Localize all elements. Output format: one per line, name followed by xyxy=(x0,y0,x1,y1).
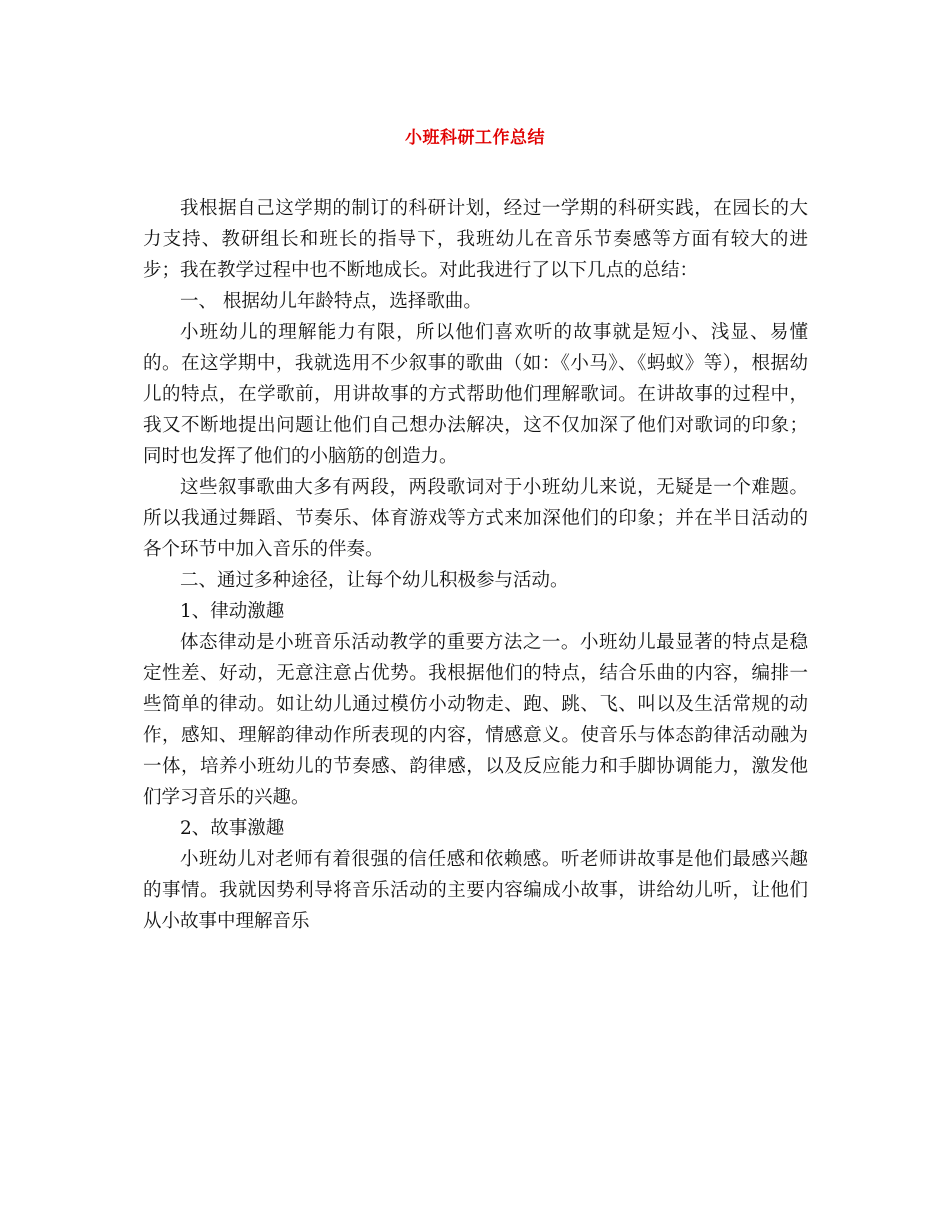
paragraph-story: 小班幼儿对老师有着很强的信任感和依赖感。听老师讲故事是他们最感兴趣的事情。我就因势利导将音乐活动的主要内容编成小故事，讲给幼儿听，让他们从小故事中理解音乐 xyxy=(143,849,808,932)
subheading-rhythm: 1、律动激趣 xyxy=(180,601,285,622)
paragraph-section-1-b: 这些叙事歌曲大多有两段，两段歌词对于小班幼儿来说，无疑是一个难题。所以我通过舞蹈、节奏乐、体育游戏等方式来加深他们的印象；并在半日活动的各个环节中加入音乐的伴奏。 xyxy=(143,477,808,560)
document-title: 小班科研工作总结 xyxy=(405,128,545,148)
subheading-story: 2、故事激趣 xyxy=(180,818,285,839)
section-heading-1: 一、 根据幼儿年龄特点，选择歌曲。 xyxy=(180,291,482,312)
paragraph-intro: 我根据自己这学期的制订的科研计划，经过一学期的科研实践，在园长的大力支持、教研组长和班长的指导下，我班幼儿在音乐节奏感等方面有较大的进步；我在教学过程中也不断地成长。对此我进行了以下几点的总结： xyxy=(143,198,808,281)
paragraph-section-1-a: 小班幼儿的理解能力有限，所以他们喜欢听的故事就是短小、浅显、易懂的。在这学期中，我就选用不少叙事的歌曲（如：《小马》、《蚂蚁》等），根据幼儿的特点，在学歌前，用讲故事的方式帮助他们理解歌词。在讲故事的过程中，我又不断地提出问题让他们自己想办法解决，这不仅加深了他们对歌词的印象；同时也发挥了他们的小脑筋的创造力。 xyxy=(143,322,808,467)
document-body xyxy=(143,193,808,937)
section-heading-2: 二、通过多种途径，让每个幼儿积极参与活动。 xyxy=(180,570,569,591)
paragraph-rhythm: 体态律动是小班音乐活动教学的重要方法之一。小班幼儿最显著的特点是稳定性差、好动，无意注意占优势。我根据他们的特点，结合乐曲的内容，编排一些简单的律动。如让幼儿通过模仿小动物走、跑、跳、飞、叫以及生活常规的动作，感知、理解韵律动作所表现的内容，情感意义。使音乐与体态韵律活动融为一体，培养小班幼儿的节奏感、韵律感，以及反应能力和手脚协调能力，激发他们学习音乐的兴趣。 xyxy=(143,632,808,808)
